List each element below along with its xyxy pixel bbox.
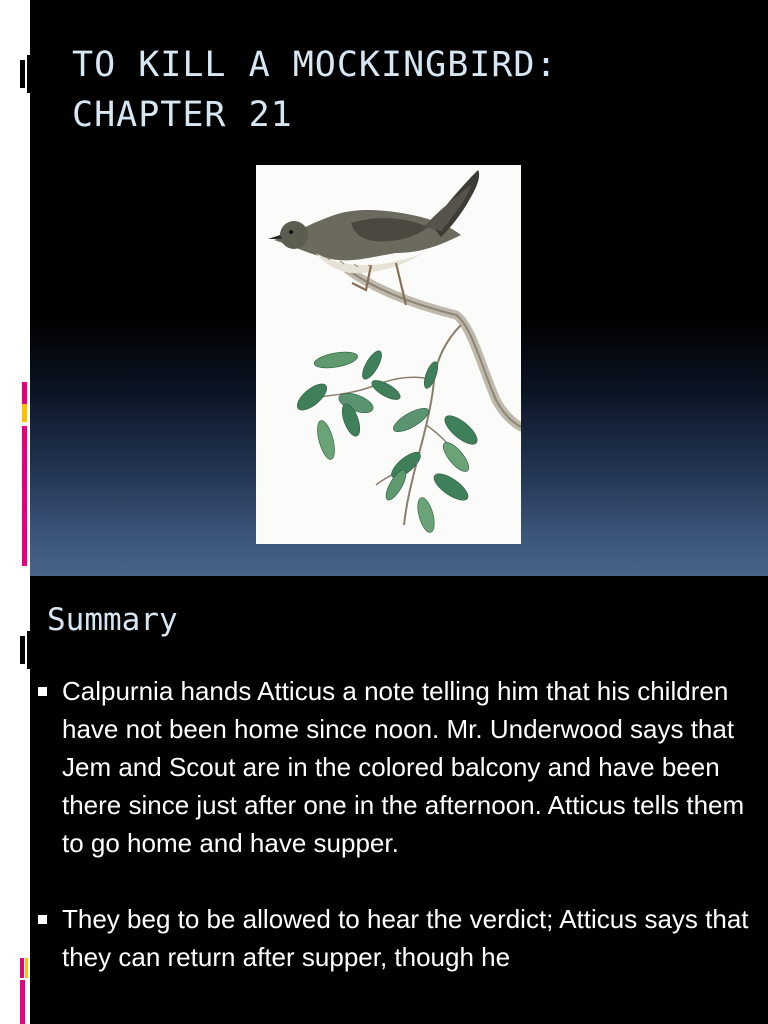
summary-heading: Summary	[47, 602, 178, 638]
accent-bar-pink	[20, 958, 24, 978]
summary-bullets	[38, 672, 758, 1014]
slide-title	[72, 40, 558, 140]
summary-slide	[0, 576, 768, 1024]
square-bullet-icon	[38, 687, 47, 696]
square-bullet-icon	[38, 915, 47, 924]
edge-mark	[20, 60, 25, 88]
edge-mark	[27, 55, 30, 93]
accent-bar-yellow	[25, 958, 28, 978]
title-line-2: CHAPTER 21	[72, 95, 293, 135]
accent-bar-yellow	[22, 404, 27, 422]
bullet-text: Calpurnia hands Atticus a note telling him that his children have not been home since noon. Mr. Underwood says that Jem and Scout are in the colored balcony and have been there since just after one in the afternoon. Atticus tells them to go home and have supper.	[62, 676, 745, 858]
mockingbird-drawing	[256, 165, 521, 544]
slide-left-edge	[0, 576, 30, 1024]
accent-bar-pink	[20, 980, 25, 1024]
mockingbird-illustration	[256, 165, 521, 544]
edge-mark	[20, 636, 25, 664]
edge-mark	[27, 631, 30, 669]
list-item	[38, 672, 758, 862]
accent-bar-pink	[22, 426, 27, 566]
title-line-1: TO KILL A MOCKINGBIRD:	[72, 45, 558, 85]
bullet-text: They beg to be allowed to hear the verdict; Atticus says that they can return after supper, though he	[62, 904, 749, 972]
accent-bar-pink	[22, 382, 27, 404]
list-item	[38, 900, 758, 976]
